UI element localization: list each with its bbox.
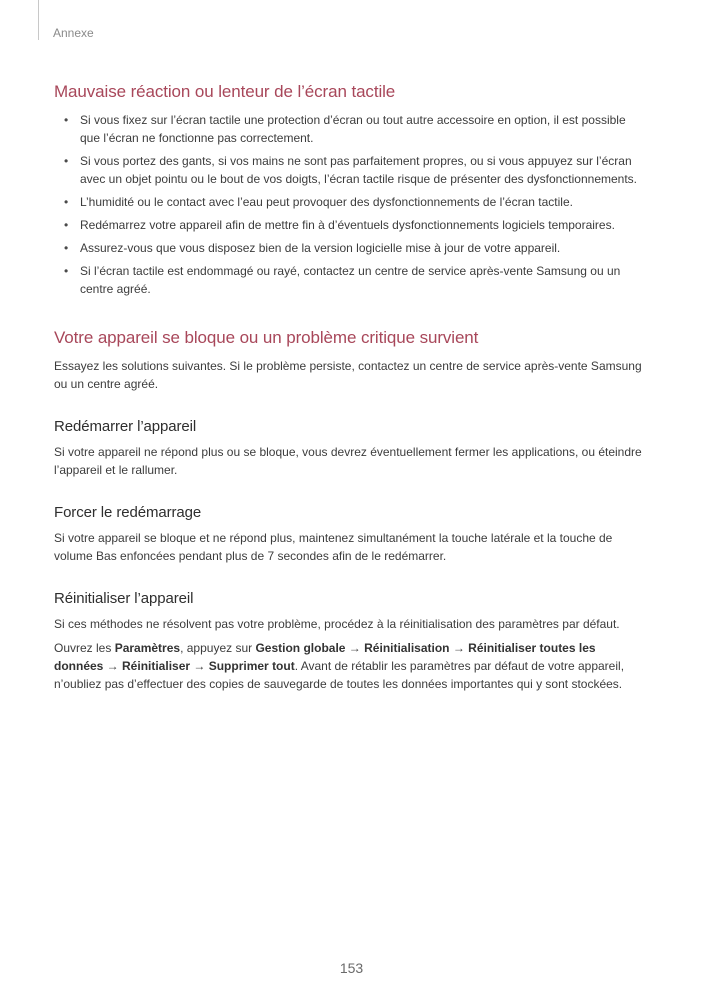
bullet-icon: •	[64, 154, 69, 168]
settings-app-label: Paramètres	[114, 641, 181, 655]
list-item	[54, 262, 644, 298]
running-header: Annexe	[53, 26, 94, 40]
list-item	[54, 216, 644, 234]
subsection-title-force-restart: Forcer le redémarrage	[54, 504, 202, 521]
reset-text-open: Ouvrez les	[54, 641, 115, 655]
list-item	[54, 111, 644, 147]
list-item	[54, 239, 644, 257]
page-content	[54, 82, 644, 693]
list-item-text: Si vous fixez sur l’écran tactile une protection d’écran ou tout autre accessoire en option, il est possible que l’écran ne fonctionne pas correctement.	[80, 113, 626, 145]
margin-rule	[38, 0, 39, 40]
arrow-icon: →	[345, 641, 365, 655]
arrow-icon: →	[103, 659, 123, 673]
reset-menu-label: Réinitialisation	[364, 641, 450, 655]
list-item	[54, 152, 644, 188]
arrow-icon: →	[190, 659, 209, 673]
force-restart-text: Si votre appareil se bloque et ne répond plus, maintenez simultanément la touche latérale et la touche de volume Bas enfoncées pendant plus de 7 secondes afin de le redémarrer.	[54, 531, 613, 563]
bullet-icon: •	[64, 264, 69, 278]
reset-text-1: Si ces méthodes ne résolvent pas votre problème, procédez à la réinitialisation des paramètres par défaut.	[54, 617, 620, 631]
reset-text-tap: , appuyez sur	[180, 641, 256, 655]
bullet-icon: •	[64, 218, 69, 232]
factory-reset-label: Réinitialiser toutes les données	[54, 641, 596, 673]
list-item-text: Si l’écran tactile est endommagé ou rayé, contactez un centre de service après-vente Samsung ou un centre agréé.	[80, 264, 621, 296]
list-item	[54, 193, 644, 211]
reset-instructions	[54, 639, 644, 693]
subsection-title-restart: Redémarrer l’appareil	[54, 418, 197, 435]
subsection-title-reset: Réinitialiser l’appareil	[54, 590, 194, 607]
bullet-icon: •	[64, 195, 69, 209]
page-number: 153	[339, 960, 364, 976]
list-item-text: Redémarrez votre appareil afin de mettre fin à d’éventuels dysfonctionnements logiciels temporaires.	[80, 218, 615, 232]
list-item-text: Assurez-vous que vous disposez bien de la version logicielle mise à jour de votre appareil.	[80, 241, 561, 255]
reset-button-label: Réinitialiser	[122, 659, 191, 673]
general-management-label: Gestion globale	[255, 641, 346, 655]
touchscreen-bullet-list	[54, 111, 644, 298]
delete-all-label: Supprimer tout	[208, 659, 295, 673]
list-item-text: L’humidité ou le contact avec l’eau peut provoquer des dysfonctionnements de l’écran tactile.	[80, 195, 573, 209]
list-item-text: Si vous portez des gants, si vos mains ne sont pas parfaitement propres, ou si vous appuyez sur l’écran avec un objet pointu ou le bout de vos doigts, l’écran tactile risque de présenter des dysfonctionnements.	[80, 154, 638, 186]
bullet-icon: •	[64, 113, 69, 127]
restart-text: Si votre appareil ne répond plus ou se bloque, vous devrez éventuellement fermer les applications, ou éteindre l’appareil et le rallumer.	[54, 445, 642, 477]
section-title-touchscreen: Mauvaise réaction ou lenteur de l’écran tactile	[54, 82, 396, 101]
section-intro: Essayez les solutions suivantes. Si le problème persiste, contactez un centre de service après-vente Samsung ou un centre agréé.	[54, 359, 642, 391]
reset-text-tail: . Avant de rétablir les paramètres par défaut de votre appareil, n’oubliez pas d’effectuer des copies de sauvegarde de toutes les données importantes qui y sont stockées.	[54, 659, 625, 691]
bullet-icon: •	[64, 241, 69, 255]
section-title-device-freeze: Votre appareil se bloque ou un problème critique survient	[54, 328, 479, 347]
arrow-icon: →	[449, 641, 469, 655]
